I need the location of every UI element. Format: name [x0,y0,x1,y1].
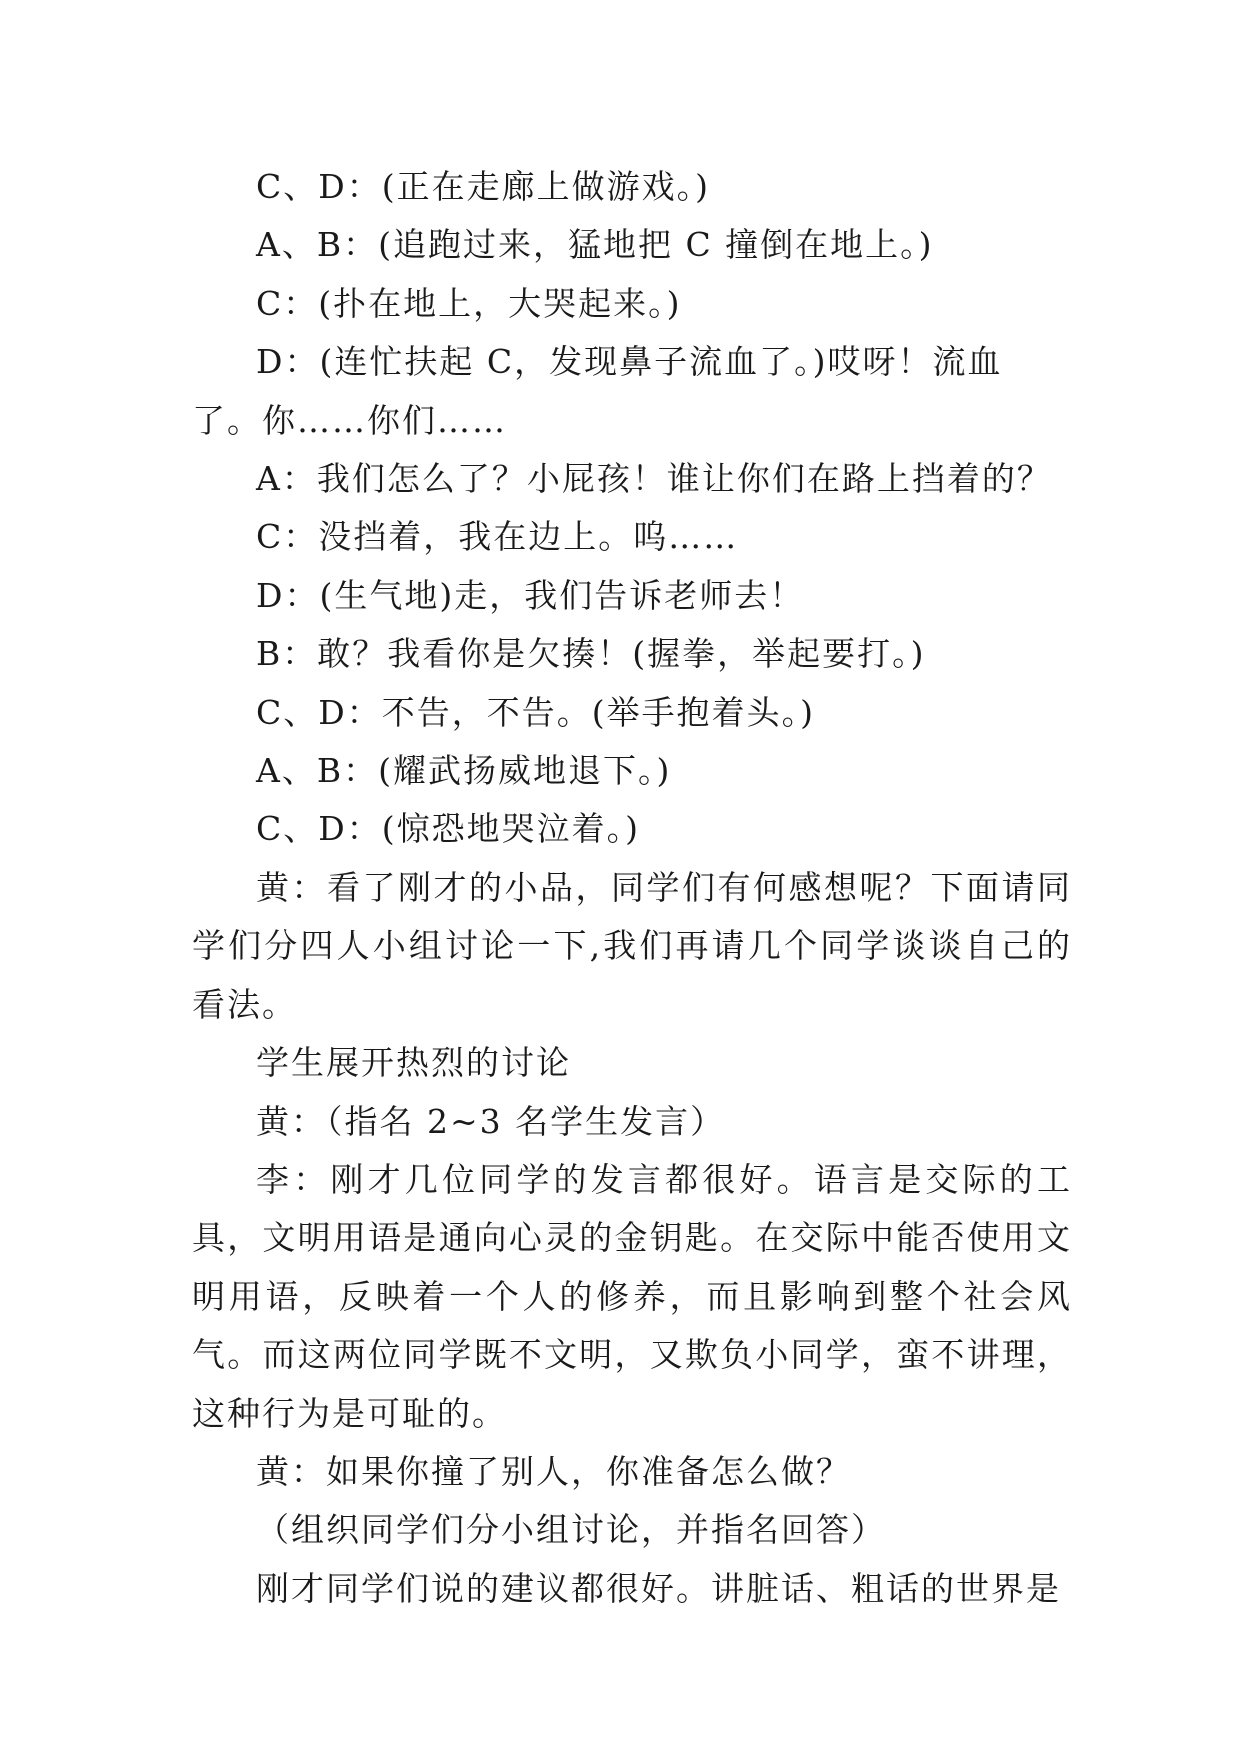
paragraph-4: D：(连忙扶起 C，发现鼻子流血了。)哎呀！流血了。你……你们…… [192,342,1003,440]
paragraph-14: 黄：（指名 2~3 名学生发言） [256,1101,726,1141]
paragraph-16: 黄：如果你撞了别人，你准备怎么做？ [256,1451,851,1491]
paragraph-1: C、D：(正在走廊上做游戏。) [256,167,710,206]
paragraph-3: C：(扑在地上，大哭起来。) [256,283,682,323]
paragraph-10: A、B：(耀武扬威地退下。) [256,751,672,791]
paragraph-9: C、D：不告，不告。(举手抱着头。) [256,692,815,732]
paragraph-12: 黄：看了刚才的小品，同学们有何感想呢？下面请同学们分四人小组讨论一下,我们再请几个同学谈谈自己的看法。 [192,867,1072,1024]
paragraph-15: 李：刚才几位同学的发言都很好。语言是交际的工具，文明用语是通向心灵的金钥匙。在交际中能否使用文明用语，反映着一个人的修养，而且影响到整个社会风气。而这两位同学既不文明，又欺负小同学，蛮不讲理，这种行为是可耻的。 [192,1159,1072,1433]
paragraph-8: B：敢？我看你是欠揍！(握拳，举起要打。) [256,634,926,674]
paragraph-11: C、D：(惊恐地哭泣着。) [256,809,640,849]
document-body [192,158,1072,1618]
paragraph-6: C：没挡着，我在边上。呜…… [256,517,739,557]
paragraph-17: （组织同学们分小组讨论，并指名回答） [256,1510,886,1550]
paragraph-13: 学生展开热烈的讨论 [256,1043,571,1083]
paragraph-2: A、B：(追跑过来，猛地把 C 撞倒在地上。) [256,225,934,265]
paragraph-7: D：(生气地)走，我们告诉老师去！ [256,575,805,615]
paragraph-5: A：我们怎么了？小屁孩！谁让你们在路上挡着的？ [256,459,1052,499]
paragraph-18: 刚才同学们说的建议都很好。讲脏话、粗话的世界是 [256,1568,1061,1608]
